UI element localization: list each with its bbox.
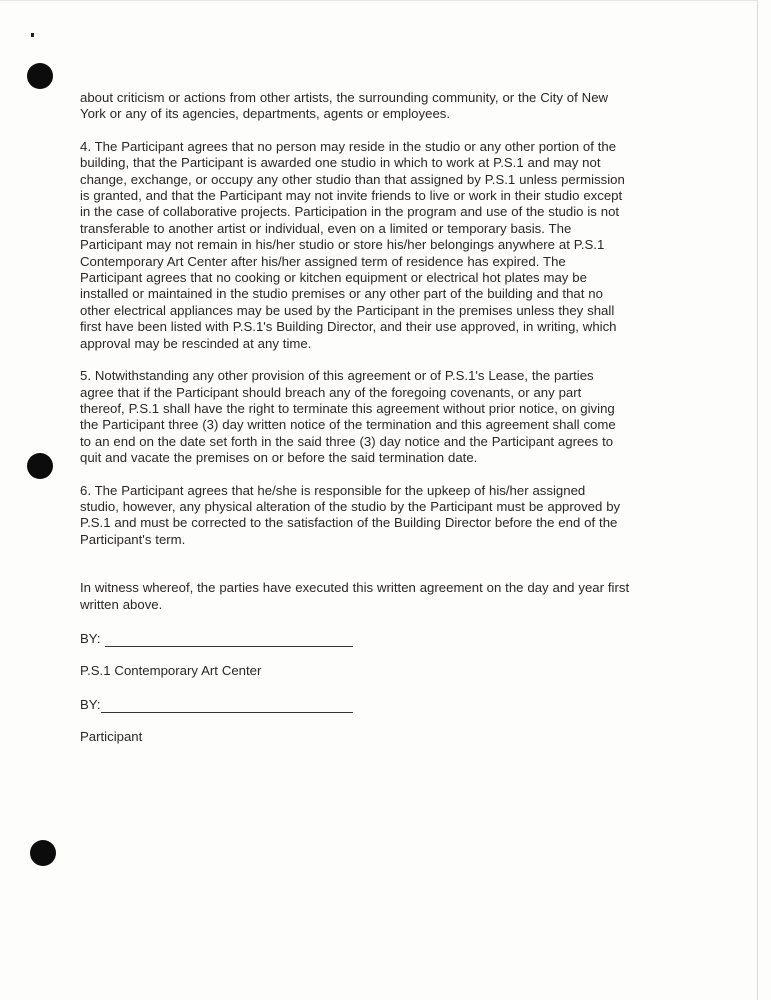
clause-6 — [80, 483, 680, 549]
text-line: is granted, and that the Participant may not invite friends to live or work in their studio except — [80, 188, 623, 204]
text-line: quit and vacate the premises on or before the said termination date. — [80, 450, 478, 466]
scan-speck — [31, 33, 34, 37]
text-line: York or any of its agencies, departments, agents or employees. — [80, 106, 451, 122]
text-line: Contemporary Art Center after his/her assigned term of residence has expired. The — [80, 253, 566, 269]
text-line: Participant may not remain in his/her studio or store his/her belongings anywhere at P.S.1 — [80, 237, 605, 253]
punch-hole-top — [27, 63, 53, 89]
text-line: transferable to another artist or individual, even on a limited or temporary basis. The — [80, 220, 572, 236]
text-line: 6. The Participant agrees that he/she is responsible for the upkeep of his/her assigned — [80, 482, 586, 498]
text-line: the Participant three (3) day written notice of the termination and this agreement shall come — [80, 417, 616, 433]
text-line: building, that the Participant is awarded one studio in which to work at P.S.1 and may not — [80, 155, 601, 171]
text-line: agree that if the Participant should breach any of the foregoing covenants, or any part — [80, 384, 582, 400]
text-line: studio, however, any physical alteration of the studio by the Participant must be approved by — [80, 498, 621, 514]
by-label: BY: — [80, 696, 101, 712]
text-line: to an end on the date set forth in the said three (3) day notice and the Participant agrees to — [80, 433, 614, 449]
text-line: change, exchange, or occupy any other studio than that assigned by P.S.1 unless permission — [80, 171, 625, 187]
text-line: P.S.1 and must be corrected to the satisfaction of the Building Director before the end of the — [80, 515, 618, 531]
clause-5 — [80, 368, 680, 466]
text-line: about criticism or actions from other artists, the surrounding community, or the City of New — [80, 90, 609, 105]
punch-hole-bottom — [30, 840, 56, 866]
signature-row-participant — [80, 695, 680, 713]
intro-paragraph — [80, 90, 680, 123]
signature-row-center — [80, 629, 680, 647]
party-center-label: P.S.1 Contemporary Art Center — [80, 662, 262, 678]
by-label: BY: — [80, 630, 101, 646]
text-line: 4. The Participant agrees that no person may reside in the studio or any other portion of the — [80, 138, 617, 154]
witness-paragraph — [80, 580, 680, 613]
text-line: installed or maintained in the studio premises or any other part of the building and that no — [80, 286, 603, 302]
text-line: Participant's term. — [80, 531, 186, 547]
text-line: In witness whereof, the parties have executed this written agreement on the day and year first — [80, 580, 630, 596]
signature-line-center — [105, 632, 353, 647]
signature-block — [80, 629, 680, 747]
party-participant-label: Participant — [80, 728, 143, 744]
text-line: first have been listed with P.S.1's Building Director, and their use approved, in writing, which — [80, 319, 617, 335]
clause-4 — [80, 139, 680, 352]
text-line: Participant agrees that no cooking or kitchen equipment or electrical hot plates may be — [80, 270, 587, 286]
text-line: in the case of collaborative projects. Participation in the program and use of the studio is not — [80, 204, 620, 220]
signature-line-participant — [101, 698, 353, 713]
agreement-body — [80, 90, 680, 747]
text-line: 5. Notwithstanding any other provision of this agreement or of P.S.1's Lease, the parties — [80, 368, 594, 384]
text-line: approval may be rescinded at any time. — [80, 335, 312, 351]
punch-hole-middle — [27, 453, 53, 479]
text-line: written above. — [80, 596, 163, 612]
text-line: thereof, P.S.1 shall have the right to terminate this agreement without prior notice, on giving — [80, 400, 615, 416]
text-line: other electrical appliances may be used by the Participant in the premises unless they shall — [80, 302, 615, 318]
